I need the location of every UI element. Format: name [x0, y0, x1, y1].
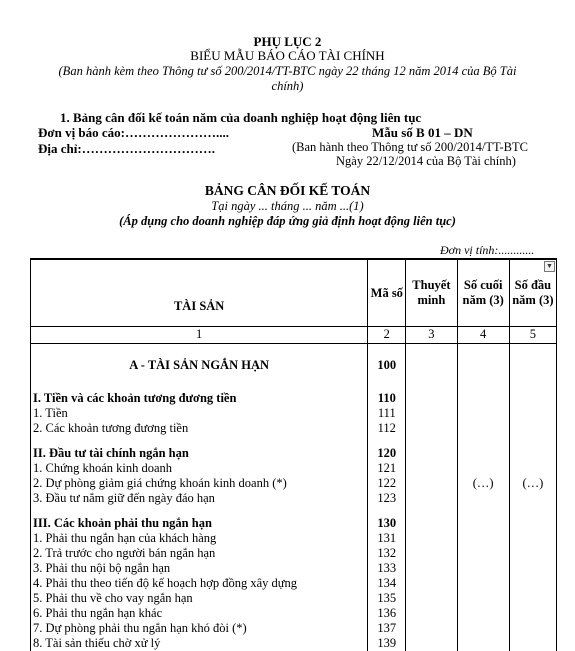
row-opening [509, 561, 556, 576]
row-code: 123 [368, 491, 406, 506]
table-row [31, 606, 557, 621]
row-opening [509, 621, 556, 636]
row-code: 130 [368, 506, 406, 531]
row-opening [509, 636, 556, 651]
column-number-row [31, 327, 557, 344]
row-closing [457, 491, 509, 506]
col-number: 1 [31, 327, 368, 344]
row-note [406, 531, 457, 546]
table-row [31, 576, 557, 591]
row-label: 7. Dự phòng phải thu ngắn hạn khó đòi (*) [31, 621, 368, 636]
row-opening [509, 576, 556, 591]
balance-sheet-table [30, 258, 557, 651]
table-row [31, 381, 557, 406]
row-note [406, 561, 457, 576]
row-note [406, 491, 457, 506]
row-closing [457, 436, 509, 461]
row-label: I. Tiền và các khoản tương đương tiền [31, 381, 368, 406]
row-code: 131 [368, 531, 406, 546]
table-row [31, 476, 557, 491]
reporting-unit-label: Đơn vị báo cáo:………………….... [38, 125, 230, 140]
row-label: 4. Phải thu theo tiến độ kế hoạch hợp đồng xây dựng [31, 576, 368, 591]
row-opening [509, 436, 556, 461]
row-note [406, 421, 457, 436]
table-row [31, 546, 557, 561]
row-closing [457, 406, 509, 421]
row-note [406, 506, 457, 531]
row-label: III. Các khoản phải thu ngắn hạn [31, 506, 368, 531]
row-closing [457, 621, 509, 636]
row-label: 8. Tài sản thiếu chờ xử lý [31, 636, 368, 651]
issued-note-line2: chính) [271, 79, 304, 93]
header-assets: TÀI SẢN [31, 259, 368, 327]
header-opening-label: Số đầu năm (3) [512, 278, 554, 307]
row-code: 122 [368, 476, 406, 491]
row-closing [457, 576, 509, 591]
row-label: A - TÀI SẢN NGẮN HẠN [31, 344, 368, 382]
row-label: II. Đầu tư tài chính ngắn hạn [31, 436, 368, 461]
table-row [31, 621, 557, 636]
table-row [31, 491, 557, 506]
row-opening [509, 531, 556, 546]
header-opening-balance [509, 259, 556, 327]
row-closing [457, 421, 509, 436]
row-closing [457, 546, 509, 561]
row-label: 3. Đầu tư nắm giữ đến ngày đáo hạn [31, 491, 368, 506]
row-note [406, 406, 457, 421]
col-number: 3 [406, 327, 457, 344]
row-note [406, 576, 457, 591]
applicability-note: (Áp dụng cho doanh nghiệp đáp ứng giả định hoạt động liên tục) [119, 214, 456, 228]
row-opening: (…) [509, 476, 556, 491]
table-row [31, 436, 557, 461]
row-closing [457, 506, 509, 531]
row-opening [509, 344, 556, 382]
section-heading: 1. Bảng cân đối kế toán năm của doanh nghiệp hoạt động liên tục [60, 110, 422, 125]
row-closing [457, 531, 509, 546]
row-opening [509, 461, 556, 476]
appendix-title: PHỤ LỤC 2 [253, 34, 322, 49]
issued-note-line1: (Ban hành kèm theo Thông tư số 200/2014/TT-BTC ngày 22 tháng 12 năm 2014 của Bộ Tài [58, 64, 517, 78]
form-reference-line2: Ngày 22/12/2014 của Bộ Tài chính) [336, 154, 516, 168]
row-code: 136 [368, 606, 406, 621]
row-code: 121 [368, 461, 406, 476]
row-closing: (…) [457, 476, 509, 491]
row-label: 2. Các khoản tương đương tiền [31, 421, 368, 436]
row-note [406, 461, 457, 476]
table-row [31, 561, 557, 576]
row-closing [457, 636, 509, 651]
row-label: 1. Phải thu ngắn hạn của khách hàng [31, 531, 368, 546]
row-label: 1. Tiền [31, 406, 368, 421]
table-row [31, 421, 557, 436]
row-closing [457, 591, 509, 606]
row-closing [457, 344, 509, 382]
row-code: 100 [368, 344, 406, 382]
row-note [406, 606, 457, 621]
row-opening [509, 491, 556, 506]
row-code: 139 [368, 636, 406, 651]
row-opening [509, 381, 556, 406]
row-code: 134 [368, 576, 406, 591]
row-note [406, 476, 457, 491]
col-number: 4 [457, 327, 509, 344]
row-code: 133 [368, 561, 406, 576]
table-row [31, 406, 557, 421]
row-opening [509, 406, 556, 421]
header-note: Thuyết minh [406, 259, 457, 327]
row-note [406, 381, 457, 406]
row-note [406, 591, 457, 606]
table-row [31, 531, 557, 546]
row-code: 120 [368, 436, 406, 461]
row-label: 2. Dự phòng giảm giá chứng khoán kinh doanh (*) [31, 476, 368, 491]
header-code: Mã số [368, 259, 406, 327]
row-closing [457, 461, 509, 476]
row-opening [509, 506, 556, 531]
row-opening [509, 606, 556, 621]
table-row [31, 461, 557, 476]
col-number: 2 [368, 327, 406, 344]
row-closing [457, 606, 509, 621]
row-note [406, 436, 457, 461]
row-note [406, 636, 457, 651]
address-label: Địa chỉ:…………………………. [38, 141, 215, 156]
row-code: 110 [368, 381, 406, 406]
form-code: Mẫu số B 01 – DN [372, 125, 473, 140]
row-opening [509, 546, 556, 561]
row-note [406, 344, 457, 382]
row-label: 2. Trả trước cho người bán ngắn hạn [31, 546, 368, 561]
filter-dropdown-icon[interactable]: ▼ [544, 261, 555, 272]
row-label: 1. Chứng khoán kinh doanh [31, 461, 368, 476]
row-label: 5. Phải thu về cho vay ngắn hạn [31, 591, 368, 606]
table-row [31, 591, 557, 606]
row-closing [457, 561, 509, 576]
col-number: 5 [509, 327, 556, 344]
row-opening [509, 591, 556, 606]
row-opening [509, 421, 556, 436]
row-note [406, 546, 457, 561]
row-label: 6. Phải thu ngắn hạn khác [31, 606, 368, 621]
form-title: BIỂU MẪU BÁO CÁO TÀI CHÍNH [190, 48, 385, 63]
balance-sheet-title: BẢNG CÂN ĐỐI KẾ TOÁN [204, 183, 371, 198]
row-code: 132 [368, 546, 406, 561]
row-closing [457, 381, 509, 406]
row-code: 137 [368, 621, 406, 636]
table-row [31, 344, 557, 382]
form-reference-line1: (Ban hành theo Thông tư số 200/2014/TT-BTC [292, 140, 528, 154]
row-note [406, 621, 457, 636]
date-line: Tại ngày ... tháng ... năm ...(1) [211, 199, 364, 213]
header-closing-balance: Số cuối năm (3) [457, 259, 509, 327]
table-row [31, 506, 557, 531]
currency-unit: Đơn vị tính:............ [440, 243, 535, 257]
row-label: 3. Phải thu nội bộ ngắn hạn [31, 561, 368, 576]
row-code: 112 [368, 421, 406, 436]
table-row [31, 636, 557, 651]
row-code: 135 [368, 591, 406, 606]
row-code: 111 [368, 406, 406, 421]
